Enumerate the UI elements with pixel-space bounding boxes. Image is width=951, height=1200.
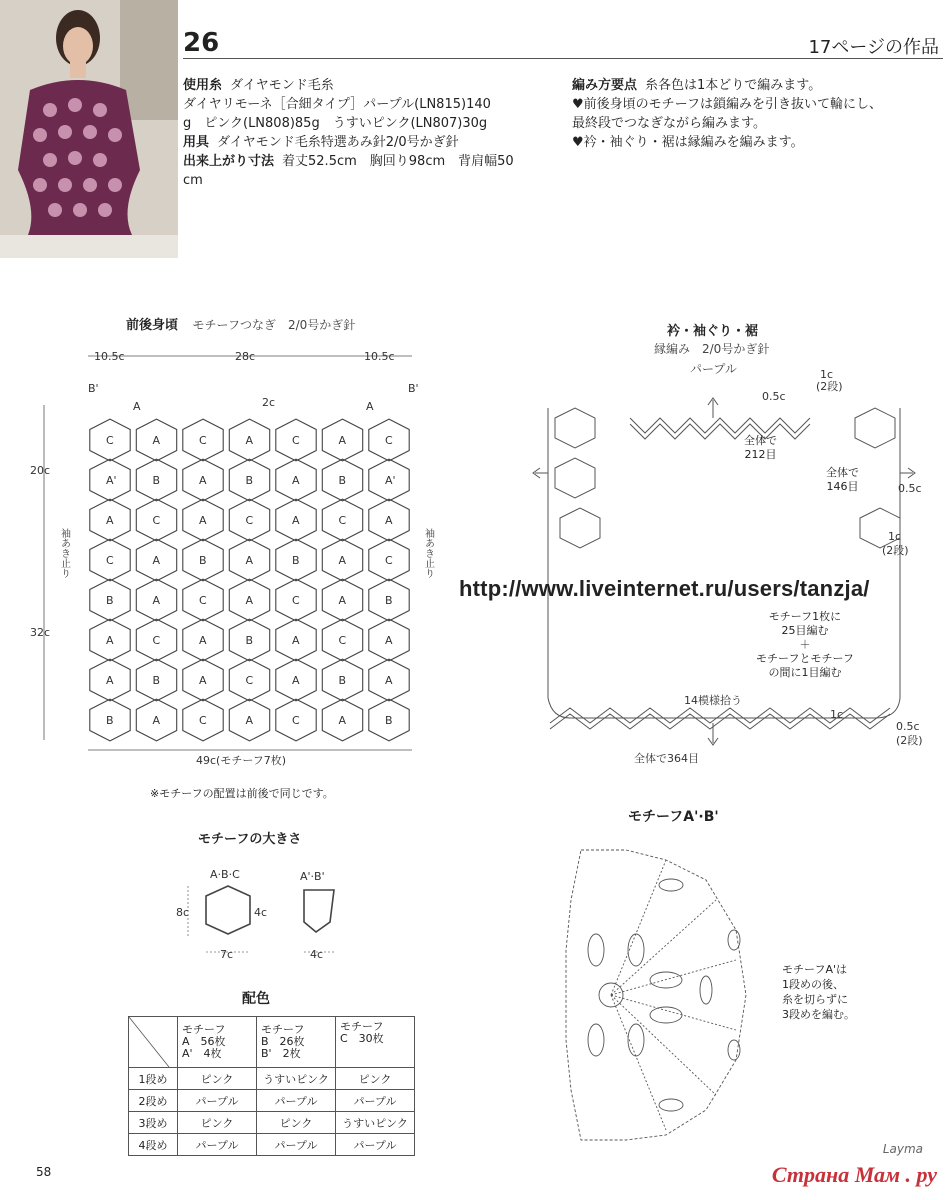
hex-motif-label: B bbox=[338, 674, 347, 687]
hex-motif-label: B bbox=[245, 474, 254, 487]
hex-motif-label: C bbox=[152, 634, 161, 647]
photo-illustration bbox=[0, 0, 178, 258]
hex-motif-label: C bbox=[292, 714, 300, 727]
size-text-1: 着丈52.5cm 胸回り98cm 背肩幅50 bbox=[282, 154, 514, 169]
label-4c-bottom: 4c bbox=[310, 948, 324, 961]
label-b-prime-left: B' bbox=[88, 382, 99, 395]
yarn-label: 使用糸 bbox=[183, 78, 223, 93]
yarn-detail-1: ダイヤリモーネ［合細タイプ］パープル(LN815)140 bbox=[183, 97, 491, 112]
header-b: モチーフ B 26枚 B' 2枚 bbox=[257, 1017, 336, 1068]
label-7c: 7c bbox=[220, 948, 234, 961]
size-label: 出来上がり寸法 bbox=[183, 154, 275, 169]
cell: パープル bbox=[336, 1090, 415, 1112]
row-label: 2段め bbox=[129, 1090, 178, 1112]
hex-motif-label: C bbox=[199, 594, 207, 607]
header-c: モチーフ C 30枚 bbox=[336, 1017, 415, 1068]
yarn-detail-2: g ピンク(LN808)85g うすいピンク(LN807)30g bbox=[183, 116, 488, 131]
hex-motif-label: B bbox=[106, 714, 114, 727]
dim-right: 10.5c bbox=[364, 350, 395, 363]
tools-text: ダイヤモンド毛糸特選あみ針2/0号かぎ針 bbox=[217, 135, 459, 150]
hex-motif-label: A bbox=[199, 474, 207, 487]
hex-motif-label: B bbox=[106, 594, 114, 607]
edge-subtitle: 縁編み 2/0号かぎ針 bbox=[654, 342, 770, 356]
notes-block bbox=[572, 76, 942, 152]
hex-motif-label: A bbox=[338, 594, 347, 607]
body-title: 前後身頃 bbox=[126, 318, 179, 333]
notes-line-2: ♥前後身頃のモチーフは鎖編みを引き抜いて輪にし、 bbox=[572, 97, 883, 112]
height-bottom: 32c bbox=[30, 626, 51, 639]
hex-motif-label: A bbox=[245, 554, 254, 567]
hex-motif-label: C bbox=[245, 514, 254, 527]
page-reference: 17ページの作品 bbox=[808, 37, 939, 58]
edge-05c-right: 0.5c bbox=[898, 482, 922, 495]
hex-motif-label: A bbox=[152, 434, 161, 447]
dim-center: 28c bbox=[235, 350, 256, 363]
width-bottom: 49c(モチーフ7枚) bbox=[196, 754, 287, 767]
hex-motif-label: C bbox=[292, 594, 300, 607]
hex-motif-label: A bbox=[385, 514, 393, 527]
credit-text: Layma bbox=[882, 1142, 923, 1156]
hex-motif-label: A bbox=[385, 634, 393, 647]
table-row bbox=[129, 1134, 415, 1156]
cell: ピンク bbox=[178, 1068, 257, 1090]
top-notch-label: A bbox=[366, 400, 374, 413]
hex-motif-label: B bbox=[385, 714, 393, 727]
hex-grid bbox=[90, 419, 409, 741]
corner-diagonal bbox=[129, 1017, 169, 1067]
row-label: 1段め bbox=[129, 1068, 178, 1090]
hex-motif-label: C bbox=[106, 434, 114, 447]
cell: パープル bbox=[257, 1090, 336, 1112]
label-8c: 8c bbox=[176, 906, 190, 919]
hex-motif-label: A bbox=[292, 474, 300, 487]
header-a: モチーフ A 56枚 A' 4枚 bbox=[178, 1017, 257, 1068]
hex-motif-label: A bbox=[385, 674, 393, 687]
hex-motif-label: C bbox=[292, 434, 300, 447]
hex-motif-label: A bbox=[245, 594, 254, 607]
body-diagram-title bbox=[126, 314, 355, 333]
height-top: 20c bbox=[30, 464, 51, 477]
cell: パープル bbox=[336, 1134, 415, 1156]
hex-motif-label: A bbox=[199, 514, 207, 527]
hex-motif-label: A bbox=[199, 674, 207, 687]
hex-motif-label: B bbox=[245, 634, 254, 647]
motif-size-diagram bbox=[176, 866, 366, 966]
hex-motif-label: A bbox=[152, 594, 161, 607]
hex-motif-label: B bbox=[338, 474, 347, 487]
hex-motif-label: B bbox=[292, 554, 300, 567]
table-row bbox=[129, 1090, 415, 1112]
cell: ピンク bbox=[178, 1112, 257, 1134]
edge-05c-bottom: 0.5c bbox=[896, 720, 920, 733]
cell: パープル bbox=[178, 1134, 257, 1156]
hex-motif-label: C bbox=[199, 714, 207, 727]
hex-motif-label: C bbox=[245, 674, 254, 687]
edge-2dan-bottom: (2段) bbox=[896, 734, 923, 747]
hexagon-abc bbox=[206, 886, 250, 934]
hex-motif-label: C bbox=[338, 634, 347, 647]
edge-2dan-top: (2段) bbox=[816, 380, 843, 393]
label-abc: A·B·C bbox=[210, 868, 240, 881]
header-rule bbox=[183, 58, 943, 59]
color-table-title: 配色 bbox=[242, 991, 270, 1007]
size-text-2: cm bbox=[183, 173, 203, 188]
hex-motif-label: A bbox=[152, 714, 161, 727]
notes-line-1: 糸各色は1本どりで編みます。 bbox=[645, 78, 822, 93]
color-table bbox=[128, 1016, 415, 1156]
cell: パープル bbox=[178, 1090, 257, 1112]
table-row bbox=[129, 1112, 415, 1134]
hex-motif-label: C bbox=[106, 554, 114, 567]
edge-total-364: 全体で364目 bbox=[634, 752, 699, 765]
hex-motif-label: A bbox=[338, 434, 347, 447]
hex-motif-label: A' bbox=[106, 474, 117, 487]
edge-total-146: 全体で 146目 bbox=[826, 466, 859, 493]
notes-label: 編み方要点 bbox=[572, 78, 638, 93]
hex-motif-label: A bbox=[338, 714, 347, 727]
materials-block bbox=[183, 76, 553, 190]
table-corner bbox=[129, 1017, 178, 1068]
hex-motif-label: B bbox=[152, 474, 161, 487]
row-label: 3段め bbox=[129, 1112, 178, 1134]
body-subtitle: モチーフつなぎ 2/0号かぎ針 bbox=[192, 318, 356, 332]
hex-motif-label: A bbox=[292, 634, 300, 647]
hex-motif-label: C bbox=[385, 434, 393, 447]
edge-total-212: 全体で 212目 bbox=[744, 434, 777, 461]
edge-1c-top: 1c bbox=[820, 368, 834, 381]
hex-motif-label: B bbox=[385, 594, 393, 607]
page-number: 58 bbox=[36, 1165, 52, 1179]
hex-motif-label: C bbox=[152, 514, 161, 527]
cell: うすいピンク bbox=[336, 1112, 415, 1134]
yarn-brand: ダイヤモンド毛糸 bbox=[230, 78, 334, 93]
hex-motif-label: A bbox=[106, 634, 114, 647]
hex-motif-label: C bbox=[385, 554, 393, 567]
hex-motif-label: A bbox=[152, 554, 161, 567]
edge-1c-right: 1c bbox=[888, 530, 902, 543]
cell: ピンク bbox=[257, 1112, 336, 1134]
edge-2dan-right: (2段) bbox=[882, 544, 909, 557]
edge-color: パープル bbox=[690, 362, 737, 376]
hex-labels bbox=[106, 400, 396, 727]
edge-1c-bottom: 1c bbox=[830, 708, 844, 721]
notes-line-3: 最終段でつなぎながら編みます。 bbox=[572, 116, 766, 131]
hex-motif-label: C bbox=[199, 434, 207, 447]
hex-motif-label: A bbox=[106, 674, 114, 687]
motif-ab-note: モチーフA'は 1段めの後、 糸を切らずに 3段めを編む。 bbox=[782, 963, 855, 1021]
label-b-prime-right: B' bbox=[408, 382, 419, 395]
tools-label: 用具 bbox=[183, 135, 210, 150]
hex-motif-label: B bbox=[199, 554, 207, 567]
top-notch-label: A bbox=[133, 400, 141, 413]
row-label: 4段め bbox=[129, 1134, 178, 1156]
motif-ab-stitch-chart bbox=[556, 840, 776, 1150]
edge-05c-top: 0.5c bbox=[762, 390, 786, 403]
garment-photo bbox=[0, 0, 178, 258]
sleeve-right-label: 袖あき止り bbox=[422, 528, 434, 578]
cell: うすいピンク bbox=[257, 1068, 336, 1090]
hex-motif-label: C bbox=[338, 514, 347, 527]
site-watermark: Страна Мам . ру bbox=[771, 1162, 937, 1187]
table-row bbox=[129, 1068, 415, 1090]
source-url[interactable]: http://www.liveinternet.ru/users/tanzja/ bbox=[459, 576, 870, 601]
dim-left: 10.5c bbox=[94, 350, 125, 363]
hex-motif-label: A bbox=[338, 554, 347, 567]
hex-motif-label: A bbox=[245, 714, 254, 727]
edge-motif-note: モチーフ1枚に 25目編む ＋ モチーフとモチーフ の間に1目編む bbox=[756, 610, 854, 679]
hex-motif-label: A bbox=[245, 434, 254, 447]
hex-motif-label: B bbox=[152, 674, 161, 687]
motif-ab-title: モチーフA'·B' bbox=[628, 809, 719, 825]
hex-motif-label: A bbox=[199, 634, 207, 647]
pattern-number: 26 bbox=[183, 28, 220, 58]
body-motif-diagram bbox=[30, 340, 450, 770]
hex-motif-label: A bbox=[106, 514, 114, 527]
sleeve-left-label: 袖あき止り bbox=[58, 528, 70, 578]
cell: ピンク bbox=[336, 1068, 415, 1090]
edge-pattern-14: 14模様拾う bbox=[684, 694, 742, 707]
cell: パープル bbox=[257, 1134, 336, 1156]
body-note: ※モチーフの配置は前後で同じです。 bbox=[150, 787, 334, 800]
hex-motif-label: A bbox=[292, 674, 300, 687]
edge-title: 衿・袖ぐり・裾 bbox=[667, 324, 759, 339]
label-ab-prime: A'·B' bbox=[300, 870, 325, 883]
half-hexagon bbox=[304, 890, 334, 932]
hex-motif-label: A bbox=[292, 514, 300, 527]
hex-motif-label: A' bbox=[385, 474, 396, 487]
label-4c-side: 4c bbox=[254, 906, 268, 919]
label-2c: 2c bbox=[262, 396, 276, 409]
notes-line-4: ♥衿・袖ぐり・裾は縁編みを編みます。 bbox=[572, 135, 804, 150]
motif-size-title: モチーフの大きさ bbox=[198, 832, 302, 847]
